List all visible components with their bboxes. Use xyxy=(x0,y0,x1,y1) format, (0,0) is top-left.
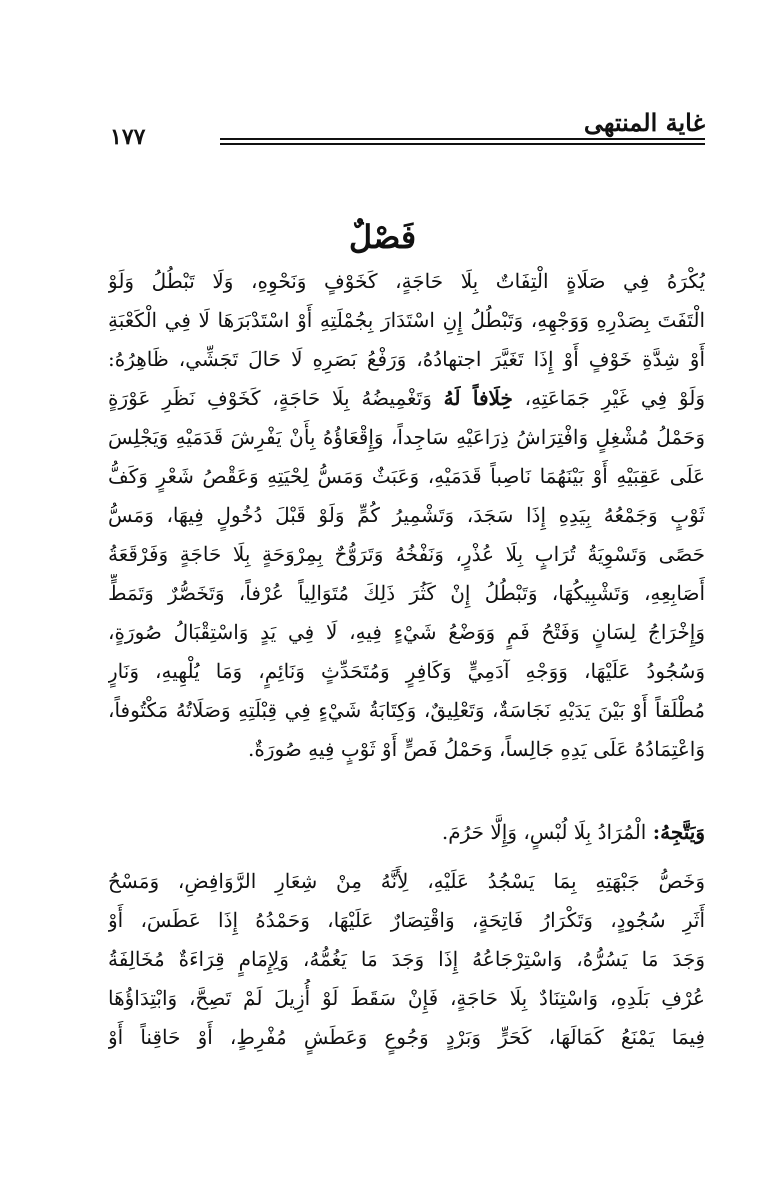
text-line: حَصًى وَتَسْوِيَةُ تُرَابٍ بِلَا عُذْرٍ، وَنَفْخُهُ وَتَرَوُّحٌ بِمِرْوَحَةٍ بِلَا حَاجَةٍ وَفَرْقَعَةُ xyxy=(108,542,705,566)
note-line xyxy=(108,813,705,852)
section-heading: فَصْلٌ xyxy=(348,218,417,256)
text-line: وَخَصُّ جَبْهَتِهِ بِمَا يَسْجُدُ عَلَيْهِ، لِأَنَّهُ مِنْ شِعَارِ الرَّوَافِضِ، وَمَسْحُ xyxy=(108,869,705,893)
text-line: ثَوْبٍ وَجَمْعُهُ بِيَدِهِ إِذَا سَجَدَ، وَتَشْمِيرُ كُمٍّ وَلَوْ قَبْلَ دُخُولٍ فِيهَا، وَمَسُّ xyxy=(108,503,705,527)
running-title: غاية المنتهى xyxy=(583,108,705,137)
header-rule xyxy=(220,138,705,140)
text-line-mixed xyxy=(108,379,705,418)
text-line: عَلَى عَقِبَيْهِ أَوْ بَيْنَهُمَا نَاصِباً قَدَمَيْهِ، وَعَبَثٌ وَمَسُّ لِحْيَتِهِ وَعَقْصُ شَعْرٍ وَكَفُّ xyxy=(108,464,705,488)
text-line: يُكْرَهُ فِي صَلَاةٍ الْتِفَاتٌ بِلَا حَاجَةٍ، كَخَوْفٍ وَنَحْوِهِ، وَلَا تَبْطُلُ وَلَوْ xyxy=(108,269,705,293)
page-header xyxy=(110,108,705,158)
text-line: أَوْ شِدَّةِ خَوْفٍ أَوْ إِذَا تَغَيَّرَ اجتهادُهُ، وَرَفْعُ بَصَرِهِ لَا حَالَ تَجَشِّي، ظَاهِرُهُ: xyxy=(108,347,705,371)
page-number: ١٧٧ xyxy=(110,124,146,150)
text-line: أَصَابِعِهِ، وَتَشْبِيكُهَا، وَتَبْطُلُ إِنْ كَثُرَ ذَلِكَ مُتَوَالِياً عُرْفاً، وَتَخَصُّرٌ وَتَمَطٍّ xyxy=(108,581,705,605)
text-line: أَثَرِ سُجُودٍ، وَتَكْرَارُ فَاتِحَةٍ، وَاقْتِصَارٌ عَلَيْهَا، وَحَمْدُهُ إِذَا عَطَسَ، أَوْ xyxy=(108,908,705,932)
text-line: فِيمَا يَمْنَعُ كَمَالَهَا، كَحَرٍّ وَبَرْدٍ وَجُوعٍ وَعَطَشٍ مُفْرِطٍ، أَوْ حَاقِناً أَوْ xyxy=(108,1025,705,1049)
text-line: عُرْفِ بَلَدِهِ، وَاسْتِنَادٌ بِلَا حَاجَةٍ، فَإِنْ سَقَطَ لَوْ أُزِيلَ لَمْ تَصِحَّ، وَابْتِدَاؤُهَا xyxy=(108,986,705,1010)
text-line: وَجَدَ مَا يَسُرُّهُ، وَاسْتِرْجَاعُهُ إِذَا وَجَدَ مَا يَغُمُّهُ، وَلِإِمَامٍ قِرَاءَةٌ مُخَالِفَةُ xyxy=(108,947,705,971)
paragraph-continued xyxy=(108,862,705,1057)
text-line: وَإِخْرَاجُ لِسَانٍ وَفَتْحُ فَمٍ وَوَضْعُ شَيْءٍ فِيهِ، لَا فِي يَدٍ وَاسْتِقْبَالُ صُورَةٍ، xyxy=(108,620,705,644)
paragraph-main xyxy=(108,262,705,769)
text-line: الْتَفَتَ بِصَدْرِهِ وَوَجْهِهِ، وَتَبْطُلُ إِنِ اسْتَدَارَ بِجُمْلَتِهِ أَوْ اسْتَدْبَرَهَا لَا فِي الْكَعْبَةِ xyxy=(108,308,705,332)
text-line: وَسُجُودُ عَلَيْهَا، وَوَجْهِ آدَمِيٍّ وَكَافِرٍ وَمُتَحَدِّثٍ وَنَائِمٍ، وَمَا يُلْهِيهِ، وَنَارٍ xyxy=(108,659,705,683)
text-segment: وَتَغْمِيضُهُ بِلَا حَاجَةٍ، كَخَوْفِ نَظَرِ عَوْرَةٍ xyxy=(108,386,432,410)
text-segment: وَلَوْ فِي غَيْرِ جَمَاعَتِهِ، xyxy=(524,386,705,410)
text-line: وَاعْتِمَادُهُ عَلَى يَدِهِ جَالِساً، وَحَمْلُ فَصٍّ أَوْ ثَوْبٍ فِيهِ صُورَةٌ. xyxy=(247,737,705,761)
note-text: الْمُرَادُ بِلَا لُبْسٍ، وَإِلَّا حَرُمَ. xyxy=(441,820,647,844)
text-line: وَحَمْلُ مُشْغِلٍ وَافْتِرَاشُ ذِرَاعَيْهِ سَاجِداً، وَإِقْعَاؤُهُ بِأَنْ يَفْرِشَ قَدَمَيْهِ وَيَجْلِسَ xyxy=(108,425,705,449)
bold-phrase: خِلَافاً لَهُ xyxy=(443,386,513,410)
paragraph-note xyxy=(108,813,705,852)
note-lead: وَيَتَّجِهُ: xyxy=(652,820,705,844)
text-line: مُطْلَقاً أَوْ بَيْنَ يَدَيْهِ نَجَاسَةٌ، وَتَعْلِيقٌ، وَكِتَابَةُ شَيْءٍ فِي قِبْلَتِهِ وَصَلَاتُهُ مَكْتُوفاً، xyxy=(108,698,705,722)
